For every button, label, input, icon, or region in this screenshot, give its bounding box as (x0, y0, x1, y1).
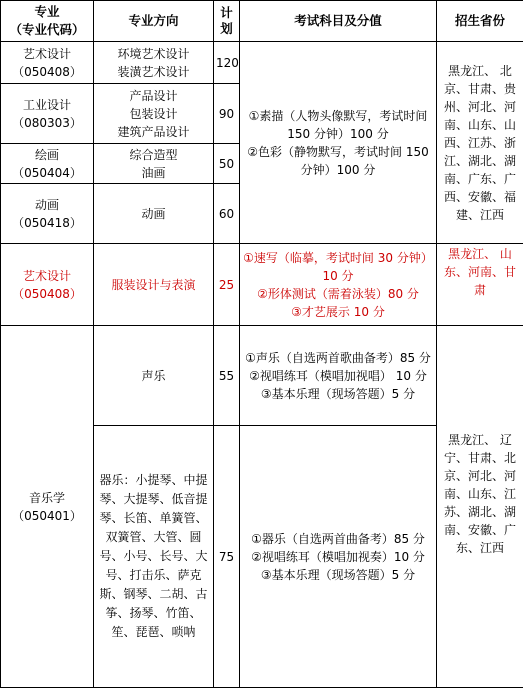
direction-cell: 声乐 (94, 326, 214, 426)
table-row (1, 326, 523, 426)
header-plan: 计 划 (214, 1, 240, 42)
plan-cell: 50 (214, 144, 240, 184)
plan-cell: 75 (214, 426, 240, 688)
direction-cell: 综合造型 油画 (94, 144, 214, 184)
direction-cell: 服装设计与表演 (94, 244, 214, 326)
exam-cell: ①声乐（自选两首歌曲备考）85 分 ②视唱练耳（模唱加视唱） 10 分 ③基本乐理（现场答题）5 分 (240, 326, 437, 426)
major-cell: 动画 （050418） (1, 184, 94, 244)
provinces-cell: 黑龙江、 山东、河南、甘肃 (437, 244, 523, 326)
header-major: 专业 （专业代码） (1, 1, 94, 42)
plan-cell: 55 (214, 326, 240, 426)
exam-cell: ①素描（人物头像默写，考试时间 150 分钟）100 分 ②色彩（静物默写，考试时间 150 分钟）100 分 (240, 42, 437, 244)
header-row (1, 1, 523, 42)
header-direction: 专业方向 (94, 1, 214, 42)
provinces-cell: 黑龙江、 辽宁、甘肃、北京、河北、河南、山东、江苏、湖北、湖南、安徽、广东、江西 (437, 326, 523, 688)
plan-cell: 90 (214, 84, 240, 144)
plan-cell: 60 (214, 184, 240, 244)
direction-cell: 环境艺术设计 装潢艺术设计 (94, 42, 214, 84)
plan-cell: 25 (214, 244, 240, 326)
header-provinces: 招生省份 (437, 1, 523, 42)
major-cell: 绘画 （050404） (1, 144, 94, 184)
major-cell: 工业设计 （080303） (1, 84, 94, 144)
exam-cell: ①速写（临摹，考试时间 30 分钟）10 分 ②形体测试（需着泳装）80 分 ③才艺展示 10 分 (240, 244, 437, 326)
plan-cell: 120 (214, 42, 240, 84)
major-cell: 艺术设计 （050408） (1, 244, 94, 326)
table-row (1, 42, 523, 84)
direction-cell: 产品设计 包装设计 建筑产品设计 (94, 84, 214, 144)
header-exam: 考试科目及分值 (240, 1, 437, 42)
exam-cell: ①器乐（自选两首曲备考）85 分 ②视唱练耳（模唱加视奏）10 分 ③基本乐理（现场答题）5 分 (240, 426, 437, 688)
direction-cell: 器乐：小提琴、中提琴、大提琴、低音提琴、长笛、单簧管、双簧管、大管、圆号、小号、长号、大号、打击乐、萨克斯、钢琴、二胡、古筝、扬琴、竹笛、笙、琵琶、唢呐 (94, 426, 214, 688)
major-cell: 音乐学 （050401） (1, 326, 94, 688)
direction-cell: 动画 (94, 184, 214, 244)
provinces-cell: 黑龙江、 北京、甘肃、贵州、河北、河南、山东、山西、江苏、浙江、湖北、湖南、广东、广西、安徽、福建、江西 (437, 42, 523, 244)
table-row (1, 244, 523, 326)
major-cell: 艺术设计 （050408） (1, 42, 94, 84)
